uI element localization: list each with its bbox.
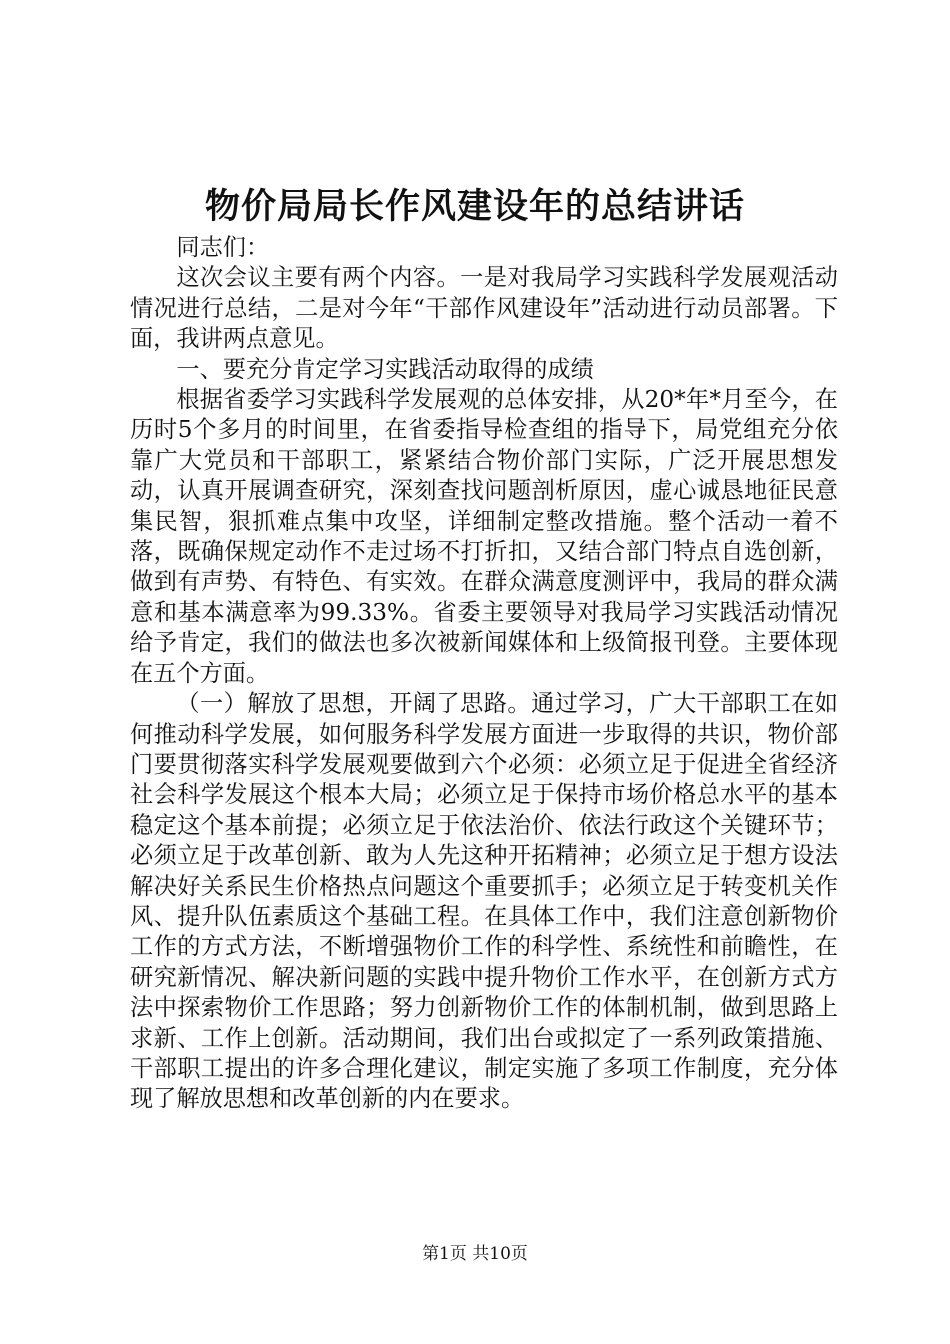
achievements-paragraph: 根据省委学习实践科学发展观的总体安排，从20*年*月至今，在历时5个多月的时间里，在省委指导检查组的指导下，局党组充分依靠广大党员和干部职工，紧紧结合物价部门实际，广泛开展思想发动，认真开展调查研究，深刻查找问题剖析原因，虚心诚恳地征民意集民智，狠抓难点集中攻坚，详细制定整改措施。整个活动一着不落，既确保规定动作不走过场不打折扣，又结合部门特点自选创新，做到有声势、有特色、有实效。在群众满意度测评中，我局的群众满意和基本满意率为99.33%。省委主要领导对我局学习实践活动情况给予肯定，我们的做法也多次被新闻媒体和上级简报刊登。主要体现在五个方面。 — [130, 386, 838, 687]
subsection-paragraph: （一）解放了思想，开阔了思路。通过学习，广大干部职工在如何推动科学发展，如何服务科学发展方面进一步取得的共识，物价部门要贯彻落实科学发展观要做到六个必须：必须立足于促进全省经济社会科学发展这个根本大局；必须立足于保持市场价格总水平的基本稳定这个基本前提；必须立足于依法治价、依法行政这个关键环节；必须立足于改革创新、敢为人先这种开拓精神；必须立足于想方设法解决好关系民生价格热点问题这个重要抓手；必须立足于转变机关作风、提升队伍素质这个基础工程。在具体工作中，我们注意创新物价工作的方式方法，不断增强物价工作的科学性、系统性和前瞻性，在研究新情况、解决新问题的实践中提升物价工作水平，在创新方式方法中探索物价工作思路；努力创新物价工作的体制机制，做到思路上求新、工作上创新。活动期间，我们出台或拟定了一系列政策措施、干部职工提出的许多合理化建议，制定实施了多项工作制度，充分体现了解放思想和改革创新的内在要求。 — [130, 690, 838, 1113]
page-number-footer: 第1页 共10页 — [422, 1244, 528, 1264]
intro-paragraph: 这次会议主要有两个内容。一是对我局学习实践科学发展观活动情况进行总结，二是对今年“干部作风建设年”活动进行动员部署。下面，我讲两点意见。 — [130, 264, 838, 353]
salutation-paragraph: 同志们： — [176, 234, 270, 261]
document-title: 物价局局长作风建设年的总结讲话 — [204, 186, 745, 227]
section-heading: 一、要充分肯定学习实践活动取得的成绩 — [176, 355, 594, 383]
document-body — [130, 233, 838, 1115]
